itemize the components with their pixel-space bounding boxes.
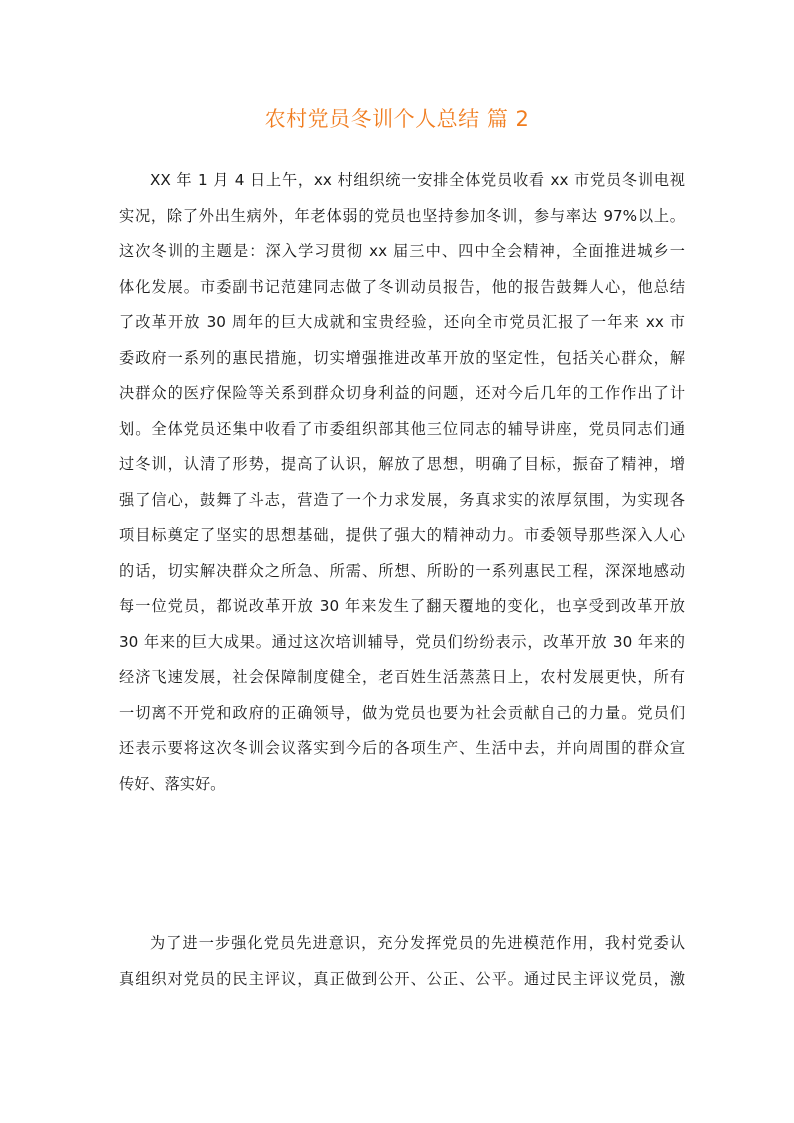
text-line: 一切离不开党和政府的正确领导，做为党员也要为社会贡献自己的力量。党员们 xyxy=(119,703,685,722)
paragraph xyxy=(119,163,685,802)
text-line: 传好、落实好。 xyxy=(119,774,226,793)
text-line: 经济飞速发展，社会保障制度健全，老百姓生活蒸蒸日上，农村发展更快，所有 xyxy=(119,668,685,686)
paragraph xyxy=(119,926,685,997)
text-line: 委政府一系列的惠民措施，切实增强推进改革开放的坚定性，包括关心群众，解 xyxy=(119,348,685,367)
text-line: 为了进一步强化党员先进意识，充分发挥党员的先进模范作用，我村党委认 xyxy=(150,934,685,952)
text-line: 决群众的医疗保险等关系到群众切身利益的问题，还对今后几年的工作作出了计 xyxy=(119,384,685,402)
text-line: 实况，除了外出生病外，年老体弱的党员也坚持参加冬训，参与率达 97%以上。 xyxy=(119,206,685,225)
text-line: 的话，切实解决群众之所急、所需、所想、所盼的一系列惠民工程，深深地感动 xyxy=(119,561,685,580)
text-line: 过冬训，认清了形势，提高了认识，解放了思想，明确了目标，振奋了精神，增 xyxy=(119,455,685,473)
text-line: 真组织对党员的民主评议，真正做到公开、公正、公平。通过民主评议党员，激 xyxy=(119,969,685,988)
text-line: 每一位党员，都说改革开放 30 年来发生了翻天覆地的变化，也享受到改革开放 xyxy=(119,597,685,615)
text-line: 强了信心，鼓舞了斗志，营造了一个力求发展，务真求实的浓厚氛围，为实现各 xyxy=(119,490,685,509)
text-line: 还表示要将这次冬训会议落实到今后的各项生产、生活中去，并向周围的群众宣 xyxy=(119,739,685,757)
page-title: 农村党员冬训个人总结 篇 2 xyxy=(264,107,530,131)
text-line: 体化发展。市委副书记范建同志做了冬训动员报告，他的报告鼓舞人心，他总结 xyxy=(119,277,685,296)
text-line: 划。全体党员还集中收看了市委组织部其他三位同志的辅导讲座，党员同志们通 xyxy=(119,419,685,438)
text-line: 这次冬训的主题是：深入学习贯彻 xx 届三中、四中全会精神，全面推进城乡一 xyxy=(119,242,685,260)
text-line: XX 年 1 月 4 日上午，xx 村组织统一安排全体党员收看 xx 市党员冬训电视 xyxy=(150,171,685,189)
text-line: 项目标奠定了坚实的思想基础，提供了强大的精神动力。市委领导那些深入人心 xyxy=(119,526,685,544)
text-line: 了改革开放 30 周年的巨大成就和宝贵经验，还向全市党员汇报了一年来 xx 市 xyxy=(119,313,685,331)
text-line: 30 年来的巨大成果。通过这次培训辅导，党员们纷纷表示，改革开放 30 年来的 xyxy=(119,632,685,651)
